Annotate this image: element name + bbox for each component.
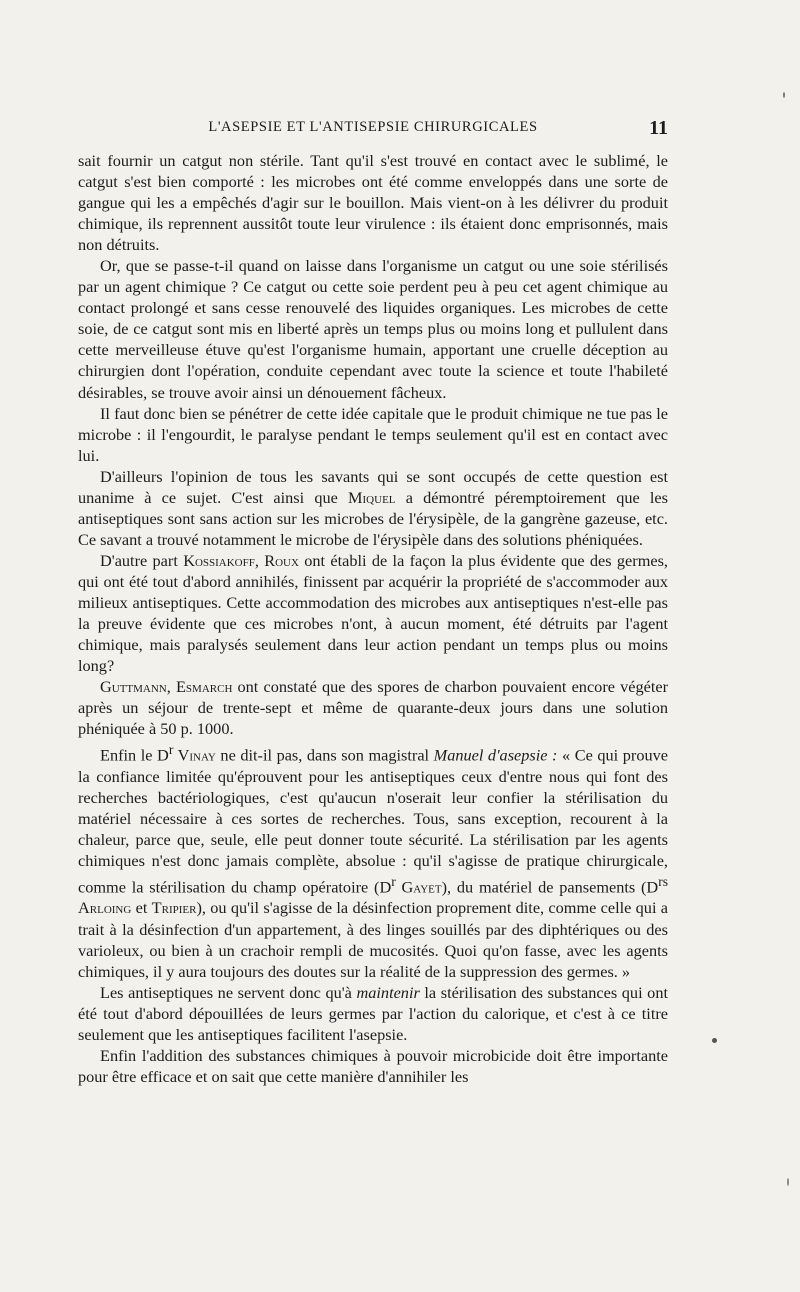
- author-name: Tripier: [151, 898, 197, 918]
- ink-speck: [783, 92, 785, 98]
- paragraph-text: ont établi de la façon la plus évidente que des germes, qui ont été tout d'abord annihilés, finissent par acquérir la propriété de s'accommoder aux milieux antiseptiques. Cette accommodation des microbes aux antiseptiques n'est-elle pas la preuve évidente que ces microbes n'ont, à aucun moment, été détruits par l'agent chimique, mais paralysés seulement dans leur action pendant un temps plus ou moins long?: [78, 550, 669, 676]
- paragraph: [78, 403, 668, 466]
- book-title: Manuel d'asepsie :: [433, 745, 558, 765]
- author-name: Esmarch: [175, 677, 233, 697]
- superscript: r: [391, 874, 396, 890]
- paragraph-text: ), du matériel de pansements (D: [441, 877, 659, 897]
- paragraph: [78, 1045, 668, 1087]
- author-name: Vinay: [173, 745, 216, 765]
- paragraph: [78, 255, 668, 402]
- author-name: Kossiakoff: [183, 550, 255, 570]
- ink-speck: [712, 1038, 717, 1043]
- paragraph-text: « Ce qui prouve la confiance limitée qu'éprouvent pour les antiseptiques ceux d'entre nous qui font des recherches bactériologiques, c'est qu'aucun n'oserait leur confier la stérilisation du matériel nécessaire à ces sortes de recherches. Tous, sans exception, recourent à la chaleur, parce que, seule, elle peut donner toute sécurité. La stérilisation par les agents chimiques n'est donc jamais complète, absolue : qu'il s'agisse de pratique chirurgicale, comme la stérilisation du champ opératoire (D: [78, 745, 668, 897]
- author-name: Arloing: [78, 898, 132, 918]
- paragraph-text: D'ailleurs l'opinion de tous les savants qui se sont occupés de cette question est unanime à ce sujet. C'est ainsi que: [78, 466, 668, 507]
- paragraph-text: ont constaté que des spores de charbon pouvaient encore végéter après un séjour de trente-sept et même de quarante-deux jours dans une solution phéniquée à 50 p. 1000.: [78, 677, 669, 739]
- paragraph: [78, 982, 668, 1045]
- author-name: Miquel: [348, 487, 396, 507]
- paragraph-text: la stérilisation des substances qui ont été tout d'abord dépouillées de leurs germes par l'action du calorique, et c'est à ce titre seulement que les antiseptiques facilitent l'asepsie.: [78, 982, 668, 1044]
- paragraph: [78, 739, 668, 981]
- paragraph-text: ,: [166, 677, 176, 697]
- paragraph-text: Or, que se passe-t-il quand on laisse dans l'organisme un catgut ou une soie stérilisés par un agent chimique ? Ce catgut ou cette soie perdent peu à peu cet agent chimique au contact prolongé et sans cesse renouvelé des liquides organiques. Les microbes de cette soie, de ce catgut sont mis en liberté après un temps plus ou moins long et pullulent dans cette merveilleuse étuve qu'est l'organisme humain, apportant une cruelle déception au chirurgien dont l'opération, conduite cependant avec toute la science et toute l'habileté désirables, se trouve avoir ainsi un dénouement fâcheux.: [78, 256, 668, 402]
- paragraph: [78, 550, 668, 676]
- running-title: L'ASEPSIE ET L'ANTISEPSIE CHIRURGICALES: [208, 119, 538, 135]
- paragraph: [78, 676, 668, 739]
- paragraph-text: Il faut donc bien se pénétrer de cette idée capitale que le produit chimique ne tue pas le microbe : il l'engourdit, le paralyse pendant le temps seulement qu'il est en contact avec lui.: [78, 403, 668, 465]
- paragraph-text: a démontré péremptoirement que les antiseptiques sont sans action sur les microbes de l'érysipèle, de la gangrène gazeuse, etc. Ce savant a trouvé notamment le microbe de l'érysipèle dans des solutions phéniquées.: [78, 487, 668, 549]
- paragraph-text: Enfin le D: [100, 745, 169, 765]
- paragraph-text: ,: [254, 550, 265, 570]
- paragraph-text: sait fournir un catgut non stérile. Tant qu'il s'est trouvé en contact avec le sublimé, le catgut s'est bien comporté : les microbes ont été comme enveloppés dans une sorte de gangue qui les a empêchés d'agir sur le bouillon. Mais vient-on à les délivrer du produit chimique, ils reprennent aussitôt toute leur virulence : ils étaient donc emprisonnés, mais non détruits.: [78, 151, 668, 255]
- page-header: [78, 117, 668, 139]
- ink-speck: [787, 1178, 789, 1186]
- author-name: Guttmann: [100, 677, 167, 697]
- author-name: Gayet: [395, 877, 442, 897]
- superscript: rs: [658, 874, 668, 890]
- emphasis: maintenir: [356, 982, 420, 1002]
- author-name: Roux: [264, 550, 299, 570]
- paragraph-text: Enfin l'addition des substances chimiques à pouvoir microbicide doit être importante pour être efficace et on sait que cette manière d'annihiler les: [78, 1045, 668, 1086]
- paragraph-text: ), ou qu'il s'agisse de la désinfection proprement dite, comme celle qui a trait à la désinfection d'un appartement, à des linges souillés par des diphtériques ou des varioleux, ou bien à un crachoir rempli de mucosités. Quoi qu'on fasse, avec les agents chimiques, il y aura toujours des doutes sur la réalité de la suppression des germes. »: [78, 898, 668, 981]
- paragraph-text: ne dit-il pas, dans son magistral: [215, 745, 434, 765]
- page-number: 11: [649, 117, 668, 139]
- paragraph-text: D'autre part: [100, 550, 184, 570]
- paragraph-text: Les antiseptiques ne servent donc qu'à: [100, 982, 357, 1002]
- paragraph: [78, 150, 668, 255]
- paragraph: [78, 466, 668, 550]
- paragraph-text: et: [131, 898, 152, 918]
- superscript: r: [168, 742, 174, 758]
- body-text: [78, 150, 668, 1087]
